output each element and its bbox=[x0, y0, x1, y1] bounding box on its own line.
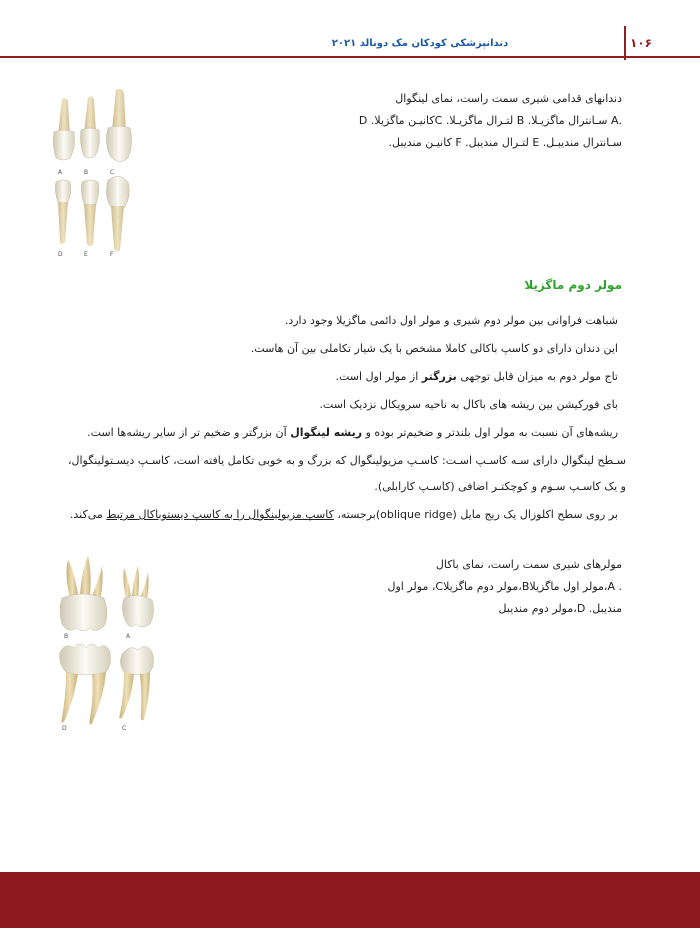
paragraph: بای فورکیشن بین ریشه های باکال به ناحیه سرویکال نزدیک است. bbox=[319, 398, 618, 411]
tooth-e bbox=[81, 180, 98, 246]
molar-a bbox=[122, 566, 153, 627]
tooth-f bbox=[106, 176, 129, 251]
underlined-text: کاسپ مزیولینگوال را به کاسپ دیستوباکال مرتبط bbox=[106, 508, 334, 521]
tooth-b bbox=[80, 96, 99, 158]
paragraph-text: می‌کند. bbox=[69, 508, 107, 521]
label-a: A bbox=[58, 169, 63, 176]
molar-d bbox=[60, 644, 111, 724]
paragraph-text: آن بزرگتر و ضخیم تر از سایر ریشه‌ها است. bbox=[87, 426, 291, 439]
emphasis-text: ریشه لینگوال bbox=[290, 426, 363, 439]
figure1-caption bbox=[330, 88, 622, 154]
paragraph: شباهت فراوانی بین مولر دوم شیری و مولر اول دائمی ماگزیلا وجود دارد. bbox=[284, 314, 618, 327]
figure2-caption-line: مولرهای شیری سمت راست، نمای باکال bbox=[435, 558, 622, 571]
tooth-a bbox=[53, 98, 74, 160]
term-text: oblique ridge bbox=[380, 508, 453, 521]
figure2-caption-line: مندیبل. D،مولر دوم مندیبل bbox=[498, 602, 622, 615]
page-number: ۱۰۶ bbox=[630, 36, 652, 50]
label-e: E bbox=[84, 251, 88, 258]
label-a: A bbox=[126, 633, 131, 640]
paragraph-text: تاج مولر دوم به میزان قابل توجهی bbox=[456, 370, 618, 383]
figure1-caption-line: دندانهای قدامی شیری سمت راست، نمای لینگوال bbox=[395, 92, 622, 105]
paragraph-text: بر روی سطح اکلوزال یک ریج مایل ( bbox=[452, 508, 618, 521]
paragraph: و یک کاسـپ سـوم و کوچکتـر اضافی (کاسـپ کارابلی). bbox=[374, 480, 626, 493]
label-d: D bbox=[58, 251, 63, 258]
tooth-d bbox=[55, 180, 70, 244]
figure2-caption bbox=[300, 554, 622, 620]
figure1-caption-line: .A سـانترال ماگزیـلا. B لتـرال ماگزیـلا. Cکانیـن ماگزیلا. D bbox=[358, 114, 622, 127]
section-heading: مولر دوم ماگزیلا bbox=[524, 278, 622, 292]
header-rule bbox=[0, 56, 700, 58]
molar-c bbox=[119, 646, 153, 720]
paragraph bbox=[336, 370, 619, 383]
figure2-caption-line: . A،مولر اول ماگزیلاB،مولر دوم ماگزیلاC، مولر اول bbox=[387, 580, 622, 593]
label-f: F bbox=[110, 251, 114, 258]
label-b: B bbox=[84, 169, 89, 176]
paragraph bbox=[70, 508, 618, 521]
label-c: C bbox=[122, 725, 127, 732]
figure1-caption-line: سـانترال مندیبـل. E لتـرال مندیبل. F کانیـن مندیبل. bbox=[388, 136, 622, 149]
figure-primary-molars bbox=[52, 554, 172, 734]
paragraph-text: ریشه‌های آن نسبت به مولر اول بلندتر و ضخیم‌تر بوده و bbox=[362, 426, 618, 439]
paragraph-text: )برجسته، bbox=[333, 508, 381, 521]
paragraph-text: از مولر اول است. bbox=[335, 370, 422, 383]
figure-anterior-teeth bbox=[48, 86, 148, 266]
paragraph: سـطح لینگوال دارای سـه کاسـپ اسـت: کاسـپ مزیولینگوال که بزرگ و به خوبی تکامل یافته است، کاسـپ دیسـتولینگوال، bbox=[67, 454, 626, 467]
molar-b bbox=[60, 556, 107, 631]
tooth-c bbox=[106, 89, 131, 162]
label-d: D bbox=[62, 725, 67, 732]
running-title: دندانپزشکی کودکان مک دونالد ۲۰۲۱ bbox=[331, 38, 509, 49]
emphasis-text: بزرگتر bbox=[421, 370, 457, 383]
paragraph bbox=[87, 426, 618, 439]
label-c: C bbox=[110, 169, 115, 176]
paragraph: این دندان دارای دو کاسپ باکالی کاملا مشخص با یک شیار تکاملی بین آن هاست. bbox=[250, 342, 618, 355]
footer-band bbox=[0, 872, 700, 928]
label-b: B bbox=[64, 633, 69, 640]
header-divider bbox=[624, 26, 626, 60]
